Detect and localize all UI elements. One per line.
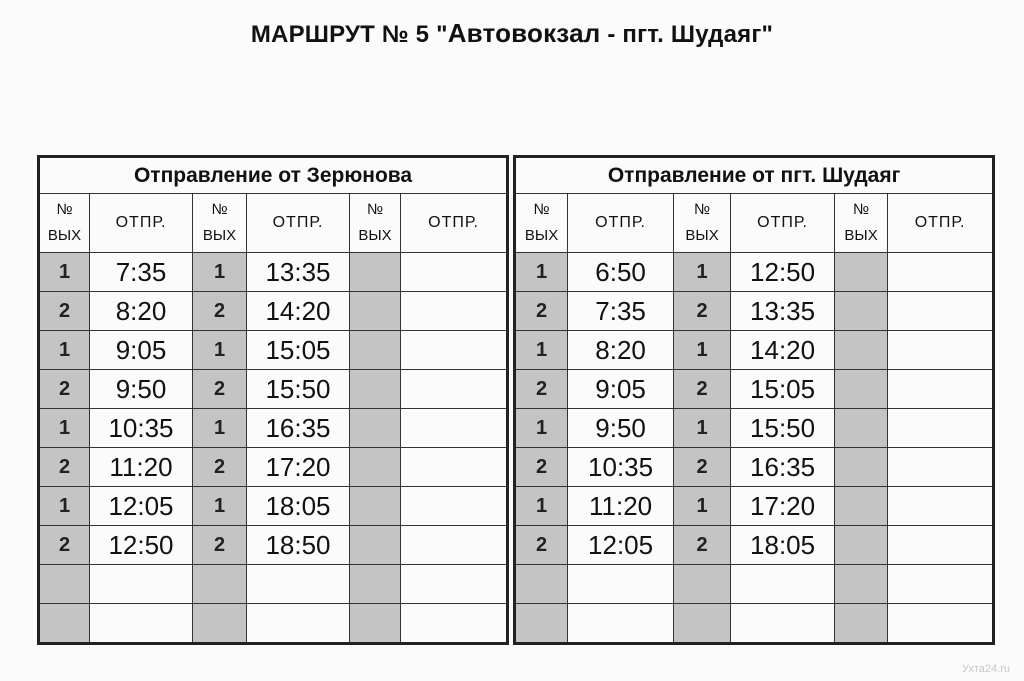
departure-time-cell [247, 604, 350, 644]
departure-time-cell: 17:20 [247, 448, 350, 487]
run-number-cell: 2 [39, 292, 90, 331]
run-number-cell: 2 [674, 370, 731, 409]
run-number-cell [193, 565, 247, 604]
run-number-cell [835, 565, 888, 604]
num-top: № [694, 201, 711, 218]
run-number-cell [835, 292, 888, 331]
table-row [515, 331, 994, 370]
run-number-cell: 2 [674, 526, 731, 565]
departure-time-cell: 15:50 [247, 370, 350, 409]
run-number-cell: 2 [674, 292, 731, 331]
departure-time-cell: 10:35 [568, 448, 674, 487]
departure-time-cell [888, 331, 994, 370]
run-number-cell [835, 331, 888, 370]
departure-time-cell [888, 409, 994, 448]
table-body [515, 253, 994, 644]
table-row [515, 253, 994, 292]
departure-time-cell: 14:20 [731, 331, 835, 370]
departure-time-cell: 11:20 [90, 448, 193, 487]
num-top: № [853, 201, 870, 218]
title-prefix: МАРШРУТ № 5 " [250, 21, 448, 48]
departure-time-cell: 10:35 [90, 409, 193, 448]
run-number-cell [835, 604, 888, 644]
departure-time-cell: 15:05 [247, 331, 350, 370]
run-number-cell [350, 370, 401, 409]
run-number-cell: 1 [674, 409, 731, 448]
run-number-cell: 2 [674, 448, 731, 487]
column-header-num [835, 194, 888, 253]
departure-time-cell [90, 565, 193, 604]
column-header-departure: ОТПР. [401, 194, 508, 253]
table-row [515, 604, 994, 644]
num-top: № [56, 201, 73, 218]
run-number-cell: 2 [193, 526, 247, 565]
column-header-num [674, 194, 731, 253]
run-number-cell: 2 [39, 526, 90, 565]
departure-time-cell: 9:05 [90, 331, 193, 370]
run-number-cell: 1 [39, 487, 90, 526]
page-title [0, 18, 1024, 49]
table-row [39, 409, 508, 448]
column-header-departure: ОТПР. [568, 194, 674, 253]
run-number-cell [350, 253, 401, 292]
schedule-tables [37, 155, 995, 645]
run-number-cell: 1 [193, 487, 247, 526]
watermark: Ухта24.ru [962, 663, 1010, 675]
run-number-cell: 2 [39, 370, 90, 409]
run-number-cell [515, 604, 568, 644]
column-header-num [350, 194, 401, 253]
departure-time-cell [401, 331, 508, 370]
departure-time-cell [401, 448, 508, 487]
column-header-departure: ОТПР. [731, 194, 835, 253]
departure-time-cell: 12:50 [90, 526, 193, 565]
table-row [39, 526, 508, 565]
column-header-num [515, 194, 568, 253]
run-number-cell: 1 [515, 253, 568, 292]
departure-time-cell: 7:35 [90, 253, 193, 292]
run-number-cell: 2 [193, 448, 247, 487]
run-number-cell [193, 604, 247, 644]
run-number-cell: 1 [39, 331, 90, 370]
departure-time-cell [888, 487, 994, 526]
departure-time-cell [568, 565, 674, 604]
table-row [515, 487, 994, 526]
run-number-cell [350, 409, 401, 448]
departure-time-cell [401, 370, 508, 409]
departure-time-cell [401, 604, 508, 644]
table-row [515, 409, 994, 448]
num-top: № [366, 201, 384, 218]
departure-time-cell [401, 253, 508, 292]
departure-time-cell: 14:20 [247, 292, 350, 331]
departure-time-cell [401, 526, 508, 565]
num-bottom: ВЫХ [47, 227, 82, 244]
departure-time-cell: 9:50 [90, 370, 193, 409]
run-number-cell [350, 487, 401, 526]
run-number-cell: 1 [515, 331, 568, 370]
run-number-cell: 1 [515, 487, 568, 526]
departure-time-cell [401, 565, 508, 604]
departure-time-cell: 9:50 [568, 409, 674, 448]
departure-time-cell: 6:50 [568, 253, 674, 292]
num-top: № [211, 201, 228, 218]
departure-time-cell [888, 370, 994, 409]
table-heading: Отправление от пгт. Шудаяг [515, 157, 994, 194]
departure-time-cell [888, 253, 994, 292]
table-row [39, 292, 508, 331]
run-number-cell [835, 253, 888, 292]
run-number-cell [350, 448, 401, 487]
run-number-cell [835, 409, 888, 448]
run-number-cell: 1 [674, 253, 731, 292]
departure-time-cell: 16:35 [247, 409, 350, 448]
departure-time-cell [731, 604, 835, 644]
column-header-num [193, 194, 247, 253]
run-number-cell: 1 [193, 253, 247, 292]
departure-time-cell: 8:20 [568, 331, 674, 370]
departure-time-cell: 18:05 [247, 487, 350, 526]
num-bottom: ВЫХ [685, 227, 719, 244]
run-number-cell: 2 [39, 448, 90, 487]
table-row [39, 604, 508, 644]
departure-time-cell: 7:35 [568, 292, 674, 331]
departure-time-cell: 17:20 [731, 487, 835, 526]
table-body [39, 253, 508, 644]
run-number-cell [350, 331, 401, 370]
departure-time-cell: 8:20 [90, 292, 193, 331]
run-number-cell [39, 604, 90, 644]
title-bold: Автовокзал [447, 18, 601, 48]
title-suffix: - пгт. Шудаяг" [600, 21, 774, 48]
run-number-cell [350, 604, 401, 644]
departure-time-cell [90, 604, 193, 644]
departure-time-cell [401, 409, 508, 448]
run-number-cell: 2 [193, 292, 247, 331]
departure-time-cell: 15:05 [731, 370, 835, 409]
table-row [515, 526, 994, 565]
departure-time-cell [888, 292, 994, 331]
run-number-cell [350, 565, 401, 604]
run-number-cell: 1 [674, 487, 731, 526]
departure-time-cell: 15:50 [731, 409, 835, 448]
table-row [39, 448, 508, 487]
table-row [515, 448, 994, 487]
departure-time-cell [401, 292, 508, 331]
table-row [39, 370, 508, 409]
schedule-table [513, 155, 995, 645]
table-row [39, 253, 508, 292]
table-row [39, 331, 508, 370]
run-number-cell: 1 [39, 253, 90, 292]
column-header-num [39, 194, 90, 253]
run-number-cell: 2 [515, 292, 568, 331]
departure-time-cell [888, 604, 994, 644]
departure-time-cell: 12:05 [90, 487, 193, 526]
departure-time-cell: 12:50 [731, 253, 835, 292]
run-number-cell [674, 565, 731, 604]
column-header-departure: ОТПР. [247, 194, 350, 253]
departure-time-cell [401, 487, 508, 526]
num-bottom: ВЫХ [844, 227, 878, 244]
table-row [39, 565, 508, 604]
num-bottom: ВЫХ [202, 227, 237, 244]
num-top: № [533, 201, 550, 218]
column-header-departure: ОТПР. [888, 194, 994, 253]
run-number-cell: 1 [193, 409, 247, 448]
run-number-cell [835, 370, 888, 409]
run-number-cell: 2 [515, 448, 568, 487]
departure-time-cell [888, 448, 994, 487]
run-number-cell [674, 604, 731, 644]
departure-time-cell: 13:35 [731, 292, 835, 331]
departure-time-cell [247, 565, 350, 604]
departure-time-cell [568, 604, 674, 644]
run-number-cell [835, 526, 888, 565]
table-heading: Отправление от Зерюнова [39, 157, 508, 194]
departure-time-cell: 12:05 [568, 526, 674, 565]
run-number-cell [835, 487, 888, 526]
run-number-cell: 1 [39, 409, 90, 448]
departure-time-cell: 9:05 [568, 370, 674, 409]
run-number-cell [835, 448, 888, 487]
run-number-cell: 1 [515, 409, 568, 448]
run-number-cell: 2 [515, 370, 568, 409]
schedule-table [37, 155, 509, 645]
departure-time-cell [888, 526, 994, 565]
departure-time-cell [731, 565, 835, 604]
departure-time-cell: 16:35 [731, 448, 835, 487]
departure-time-cell [888, 565, 994, 604]
table-row [515, 292, 994, 331]
run-number-cell [515, 565, 568, 604]
run-number-cell [39, 565, 90, 604]
run-number-cell [350, 292, 401, 331]
num-bottom: ВЫХ [358, 227, 392, 244]
table-row [39, 487, 508, 526]
table-row [515, 370, 994, 409]
run-number-cell: 1 [193, 331, 247, 370]
run-number-cell: 2 [515, 526, 568, 565]
departure-time-cell: 18:05 [731, 526, 835, 565]
departure-time-cell: 18:50 [247, 526, 350, 565]
departure-time-cell: 11:20 [568, 487, 674, 526]
run-number-cell: 1 [674, 331, 731, 370]
table-row [515, 565, 994, 604]
run-number-cell: 2 [193, 370, 247, 409]
num-bottom: ВЫХ [524, 227, 559, 244]
run-number-cell [350, 526, 401, 565]
column-header-departure: ОТПР. [90, 194, 193, 253]
departure-time-cell: 13:35 [247, 253, 350, 292]
